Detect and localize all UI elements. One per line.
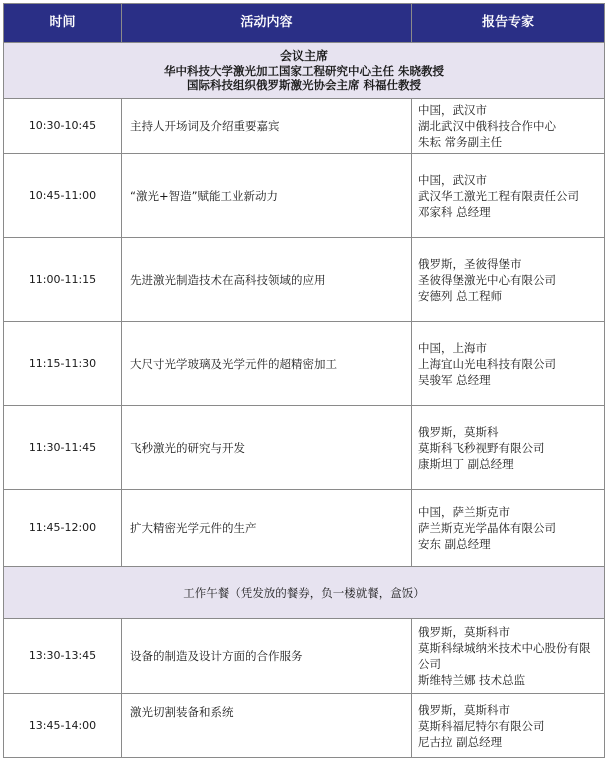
expert-organization: 萨兰斯克光学晶体有限公司 (418, 521, 556, 535)
session-experts (412, 99, 605, 154)
chairs-line: 华中科技大学激光加工国家工程研究中心主任 朱晓教授 (163, 64, 444, 78)
session-topic: 主持人开场词及介绍重要嘉宾 (122, 99, 412, 154)
expert-organization: 圣彼得堡激光中心有限公司 (418, 272, 556, 287)
session-topic: “激光+智造”赋能工业新动力 (122, 154, 412, 238)
chairs-cell (4, 43, 605, 99)
session-experts (412, 490, 605, 567)
header-row (4, 4, 605, 43)
expert-organization: 莫斯科福尼特尔有限公司 (418, 718, 545, 733)
header-content: 活动内容 (122, 4, 412, 43)
session-time: 10:45-11:00 (4, 154, 122, 238)
expert-location: 俄罗斯，圣彼得堡市 (418, 256, 522, 271)
session-time: 11:00-11:15 (4, 238, 122, 322)
session-experts (412, 154, 605, 238)
expert-person: 斯维特兰娜 技术总监 (418, 673, 526, 687)
session-time: 10:30-10:45 (4, 99, 122, 154)
lunch-row (4, 567, 605, 619)
expert-organization: 湖北武汉中俄科技合作中心 (418, 119, 556, 133)
session-topic: 激光切割装备和系统 (122, 694, 412, 758)
session-topic: 大尺寸光学玻璃及光学元件的超精密加工 (122, 322, 412, 406)
session-topic: 先进激光制造技术在高科技领域的应用 (122, 238, 412, 322)
table-row (4, 619, 605, 694)
session-time: 13:45-14:00 (4, 694, 122, 758)
session-experts (412, 322, 605, 406)
expert-location: 中国，武汉市 (418, 172, 487, 187)
chairs-line: 国际科技组织俄罗斯激光协会主席 科福仕教授 (186, 78, 421, 92)
session-topic: 飞秒激光的研究与开发 (122, 406, 412, 490)
agenda-table (3, 3, 605, 758)
expert-organization: 莫斯科绿城纳米技术中心股份有限公司 (418, 641, 591, 671)
expert-person: 安德列 总工程师 (418, 288, 503, 303)
session-time: 11:15-11:30 (4, 322, 122, 406)
expert-location: 中国，萨兰斯克市 (418, 505, 510, 519)
table-row (4, 238, 605, 322)
session-experts (412, 238, 605, 322)
expert-organization: 莫斯科飞秒视野有限公司 (418, 440, 545, 455)
expert-organization: 上海宜山光电科技有限公司 (418, 356, 556, 371)
session-topic: 设备的制造及设计方面的合作服务 (122, 619, 412, 694)
session-experts (412, 406, 605, 490)
expert-location: 中国，武汉市 (418, 103, 487, 117)
expert-person: 安东 副总经理 (418, 537, 491, 551)
chairs-title: 会议主席 (279, 49, 328, 63)
lunch-cell: 工作午餐（凭发放的餐券，负一楼就餐，盒饭） (4, 567, 605, 619)
expert-person: 邓家科 总经理 (418, 204, 491, 219)
expert-person: 尼古拉 副总经理 (418, 734, 503, 749)
expert-location: 中国，上海市 (418, 340, 487, 355)
expert-person: 朱耘 常务副主任 (418, 135, 503, 149)
expert-location: 俄罗斯，莫斯科市 (418, 702, 510, 717)
expert-location: 俄罗斯，莫斯科 (418, 424, 499, 439)
table-row (4, 322, 605, 406)
table-row (4, 99, 605, 154)
chairs-row (4, 43, 605, 99)
agenda-table-wrapper (3, 3, 604, 758)
expert-person: 康斯坦丁 副总经理 (418, 456, 514, 471)
table-row (4, 406, 605, 490)
header-time: 时间 (4, 4, 122, 43)
expert-location: 俄罗斯，莫斯科市 (418, 625, 510, 639)
table-row (4, 490, 605, 567)
session-topic: 扩大精密光学元件的生产 (122, 490, 412, 567)
session-experts (412, 694, 605, 758)
expert-person: 吴骏军 总经理 (418, 372, 491, 387)
session-experts (412, 619, 605, 694)
session-time: 11:30-11:45 (4, 406, 122, 490)
table-row (4, 154, 605, 238)
session-time: 13:30-13:45 (4, 619, 122, 694)
session-time: 11:45-12:00 (4, 490, 122, 567)
table-row (4, 694, 605, 758)
header-experts: 报告专家 (412, 4, 605, 43)
expert-organization: 武汉华工激光工程有限责任公司 (418, 188, 579, 203)
